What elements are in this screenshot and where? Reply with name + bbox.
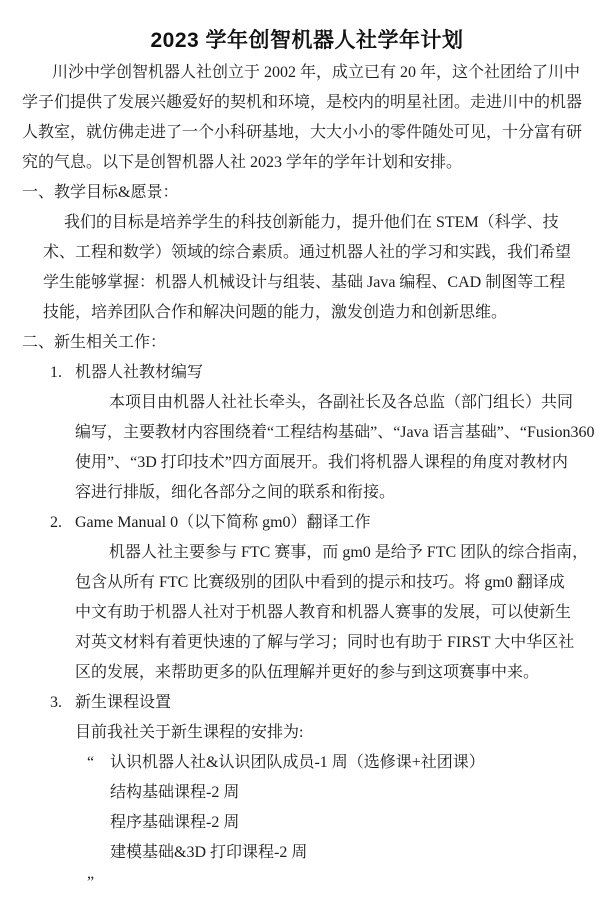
- list-item-3-title: [22, 688, 592, 718]
- section-1-paragraph: [22, 208, 592, 328]
- list-item-title-text: 机器人社教材编写: [75, 364, 204, 381]
- page-title: 2023 学年创智机器人社学年计划: [150, 29, 464, 52]
- text-line: 容进行排版，细化各部分之间的联系和衔接。: [75, 484, 396, 501]
- course-item: 程序基础课程-2 周: [110, 814, 240, 831]
- text-line: 我们的目标是培养学生的科技创新能力，提升他们在 STEM（科学、技: [64, 214, 559, 231]
- text-line: 对英文材料有着更快速的了解与学习；同时也有助于 FIRST 大中华区社: [75, 634, 575, 651]
- text-line: 中文有助于机器人社对于机器人教育和机器人赛事的发展，可以使新生: [75, 604, 572, 621]
- open-quote-mark: “: [87, 754, 95, 771]
- course-item: 建模基础&3D 打印课程-2 周: [110, 844, 308, 861]
- text-line: 区的发展，来帮助更多的队伍理解并更好的参与到这项赛事中来。: [75, 664, 540, 681]
- course-item: 结构基础课程-2 周: [110, 784, 240, 801]
- list-item-1-paragraph: [22, 388, 595, 508]
- text-line: 学生能够掌握：机器人机械设计与组装、基础 Java 编程、CAD 制图等工程: [43, 274, 566, 291]
- text-line: 人教室，就仿佛走进了一个小科研基地，大大小小的零件随处可见，十分富有研: [22, 124, 583, 141]
- list-item-1-title: [22, 358, 592, 388]
- text-line: 技能，培养团队合作和解决问题的能力，激发创造力和创新思维。: [43, 304, 508, 321]
- close-quote-mark: ”: [87, 874, 95, 891]
- text-line: 编写，主要教材内容围绕着“工程结构基础”、“Java 语言基础”、“Fusion360: [75, 424, 595, 441]
- list-number: 1.: [50, 364, 62, 381]
- text-line: 使用”、“3D 打印技术”四方面展开。我们将机器人课程的角度对教材内: [75, 454, 568, 471]
- text-line: 本项目由机器人社社长牵头，各副社长及各总监（部门组长）共同: [109, 394, 574, 411]
- list-item-title-text: 新生课程设置: [75, 694, 172, 711]
- quote-line: [22, 748, 592, 778]
- section-1-heading: 一、教学目标&愿景：: [22, 184, 179, 201]
- text-line: 机器人社主要参与 FTC 赛事，而 gm0 是给予 FTC 团队的综合指南，: [109, 544, 589, 561]
- text-line: 术、工程和数学）领域的综合素质。通过机器人社的学习和实践，我们希望: [43, 244, 572, 261]
- course-quote-block: [22, 748, 592, 898]
- list-item-2-title: [22, 508, 592, 538]
- course-item: 认识机器人社&认识团队成员-1 周（选修课+社团课）: [110, 754, 485, 771]
- text-line: 学子们提供了发展兴趣爱好的契机和环境，是校内的明星社团。走进川中的机器: [22, 94, 583, 111]
- text-line: 究的气息。以下是创智机器人社 2023 学年的学年计划和安排。: [22, 154, 463, 171]
- course-plan-lead: 目前我社关于新生课程的安排为:: [75, 724, 304, 741]
- intro-paragraph: [22, 58, 592, 178]
- text-line: 包含从所有 FTC 比赛级别的团队中看到的提示和技巧。将 gm0 翻译成: [75, 574, 565, 591]
- list-item-2-paragraph: [22, 538, 592, 688]
- text-line: 川沙中学创智机器人社创立于 2002 年，成立已有 20 年，这个社团给了川中: [52, 64, 581, 81]
- list-number: 2.: [50, 514, 62, 531]
- section-2-heading: 二、新生相关工作：: [22, 334, 167, 351]
- list-item-title-text: Game Manual 0（以下简称 gm0）翻译工作: [75, 514, 371, 531]
- list-number: 3.: [50, 694, 62, 711]
